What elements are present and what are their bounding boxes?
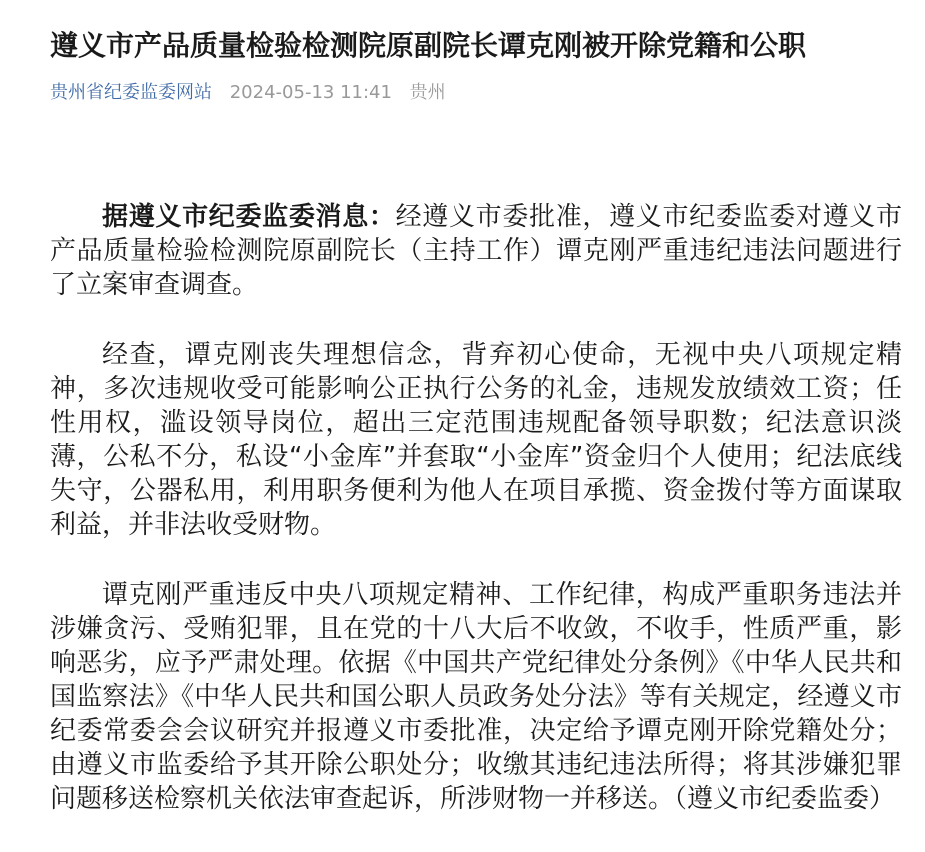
paragraph-lead: 据遵义市纪委监委消息： [102, 202, 396, 232]
paragraph-2 [50, 338, 902, 542]
article-meta [50, 80, 446, 106]
publish-location: 贵州 [409, 82, 446, 103]
paragraph-3 [50, 578, 902, 816]
article-title: 遵义市产品质量检验检测院原副院长谭克刚被开除党籍和公职 [50, 29, 807, 62]
paragraph-text: 谭克刚严重违反中央八项规定精神、工作纪律，构成严重职务违法并涉嫌贪污、受贿犯罪，且在党的十八大后不收敛，不收手，性质严重，影响恶劣，应予严肃处理。依据《中国共产党纪律处分条例》《中华人民共和国监察法》《中华人民共和国公职人员政务处分法》等有关规定，经遵义市纪委常委会会议研究并报遵义市委批准，决定给予谭克刚开除党籍处分；由遵义市监委给予其开除公职处分；收缴其违纪违法所得；将其涉嫌犯罪问题移送检察机关依法审查起诉，所涉财物一并移送。（遵义市纪委监委） [50, 580, 902, 814]
publish-datetime: 2024-05-13 11:41 [229, 82, 392, 103]
paragraph-text: 经遵义市委批准，遵义市纪委监委对遵义市产品质量检验检测院原副院长（主持工作）谭克刚严重违纪违法问题进行了立案审查调查。 [50, 202, 902, 300]
paragraph-1 [50, 200, 902, 302]
paragraph-text: 经查，谭克刚丧失理想信念，背弃初心使命，无视中央八项规定精神，多次违规收受可能影响公正执行公务的礼金，违规发放绩效工资；任性用权，滥设领导岗位，超出三定范围违规配备领导职数；纪法意识淡薄，公私不分，私设“小金库”并套取“小金库”资金归个人使用；纪法底线失守，公器私用，利用职务便利为他人在项目承揽、资金拨付等方面谋取利益，并非法收受财物。 [50, 340, 902, 540]
source-link[interactable]: 贵州省纪委监委网站 [50, 82, 212, 103]
article-body [50, 200, 902, 852]
